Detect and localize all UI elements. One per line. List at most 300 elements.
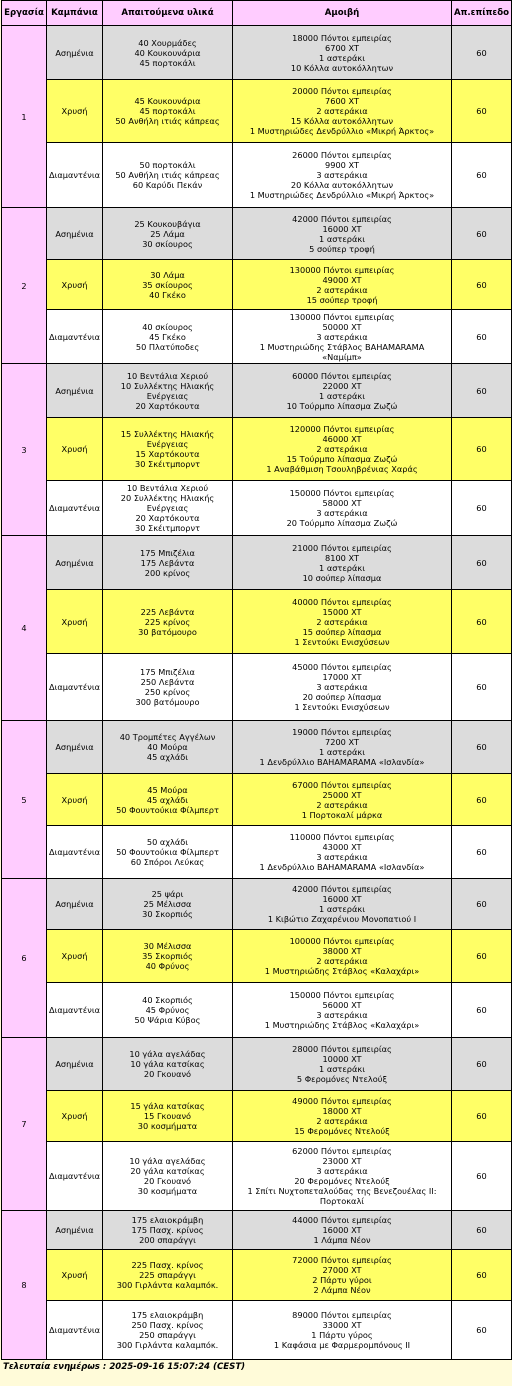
materials-cell [103,1142,233,1211]
text-line: 18000 Πόντοι εμπειρίας [292,32,392,43]
text-line: 27000 XT [322,1265,362,1275]
campaign-cell: Χρυσή [47,1250,103,1301]
materials-cell [103,1250,233,1301]
text-line: 44000 Πόντοι εμπειρίας [292,1215,392,1225]
reward-cell [233,26,452,80]
text-line: 225 κρίνος [144,616,191,627]
text-line: 50 Ανθήλη ιτιάς κάπρεας [115,116,220,126]
text-line: 25 Μέλισσα [143,899,192,909]
text-line: 60 Σπόροι Λεύκας [130,857,205,867]
last-updated: Τελευταία ενημέρωs : 2025-09-16 15:07:24 (CEST) [3,1362,246,1372]
text-line: 16000 XT [322,894,362,904]
text-line: 10 Βεντάλια Χεριού [126,483,209,493]
level-cell: 60 [452,1211,512,1250]
campaign-cell: Διαμαντένια [47,654,103,721]
text-line: 20 Γκουανό [143,1069,192,1079]
reward-cell [233,80,452,143]
text-line: 2 αστεράκια [316,1116,368,1126]
text-line: 35 Σκορπιός [142,951,193,961]
header-task: Εργασία [2,1,47,26]
text-line: 43000 XT [322,842,362,852]
text-line: 7600 XT [325,96,359,106]
text-line: 18000 XT [322,1106,362,1116]
text-line: 175 Μπιζέλια [140,667,195,677]
level-cell: 60 [452,418,512,481]
text-line: 100000 Πόντοι εμπειρίας [289,936,395,946]
text-line: 16000 XT [322,223,362,234]
text-line: 10 Συλλέκτης Ηλιακής [120,380,215,391]
table-row [2,418,512,481]
text-line: 23000 XT [322,1156,362,1166]
text-line: 1 Δενδρύλλιο BAHAMARAMA «Ισλανδία» [259,862,425,872]
text-line: 1 Δενδρύλλιο BAHAMARAMA «Ισλανδία» [259,757,425,767]
text-line: 2 Πάρτυ γύροι [312,1275,372,1285]
text-line: 1 Πάρτυ γύρος [311,1330,373,1340]
text-line: 56000 XT [322,1000,362,1010]
text-line: 1 Σεντούκι Ενισχύσεων [294,702,390,712]
table-row [2,983,512,1038]
table-row [2,826,512,879]
campaign-cell: Διαμαντένια [47,481,103,536]
table-row [2,721,512,774]
text-line: 46000 XT [322,434,362,444]
text-line: 45 Γκέκο [149,331,186,342]
text-line: 40 Γκέκο [149,289,186,300]
text-line: 150000 Πόντοι εμπειρίας [289,488,395,498]
text-line: 20 Φερομόνες Ντελούξ [294,1176,390,1186]
reward-cell [233,208,452,260]
level-cell: 60 [452,80,512,143]
text-line: 40 Τρομπέτες Αγγέλων [119,732,216,742]
text-line: 89000 Πόντοι εμπειρίας [292,1310,392,1320]
level-cell: 60 [452,208,512,260]
materials-cell [103,418,233,481]
campaign-cell: Χρυσή [47,930,103,983]
materials-cell [103,80,233,143]
level-cell: 60 [452,930,512,983]
level-cell: 60 [452,1301,512,1360]
text-line: 22000 XT [322,380,362,391]
campaign-cell: Ασημένια [47,536,103,590]
text-line: 17000 XT [322,672,362,682]
text-line: 225 Πασχ. κρίνος [131,1260,204,1270]
text-line: 16000 XT [322,1225,362,1235]
text-line: 1 αστεράκι [319,904,365,914]
text-line: 25 Κουκουβάγια [134,218,201,229]
table-row [2,1091,512,1142]
text-line: 21000 Πόντοι εμπειρίας [292,542,392,553]
level-cell: 60 [452,536,512,590]
text-line: 1 Μυστηριώδες Δενδρύλλιο «Μικρή Άρκτος» [249,126,435,136]
materials-cell [103,879,233,930]
text-line: 20000 Πόντοι εμπειρίας [292,86,392,96]
materials-cell [103,260,233,310]
text-line: 25 Λάμα [150,228,185,239]
text-line: 250 κρίνος [144,687,191,697]
table-row [2,143,512,208]
text-line: 25000 XT [322,789,362,800]
text-line: 2 αστεράκια [316,284,368,295]
level-cell: 60 [452,654,512,721]
text-line: 250 Πασχ. κρίνος [131,1320,204,1330]
reward-cell [233,1301,452,1360]
text-line: 10 Βεντάλια Χεριού [126,370,209,381]
text-line: 1 αστεράκι [319,747,365,757]
text-line: 150000 Πόντοι εμπειρίας [289,990,395,1000]
text-line: 15 Κόλλα αυτοκόλλητων [290,116,394,126]
text-line: 50 Φουντούκια Φίλμπερτ [116,804,219,815]
text-line: 15 Χαρτόκουτα [135,449,200,459]
reward-cell [233,143,452,208]
text-line: 15 Συλλέκτης Ηλιακής [120,429,215,439]
campaign-cell: Ασημένια [47,721,103,774]
text-line: 1 Μυστηριώδης Στάβλος BAHAMARAMA [259,341,425,352]
text-line: 60000 Πόντοι εμπειρίας [292,370,392,381]
text-line: 40000 Πόντοι εμπειρίας [292,596,392,607]
reward-cell [233,879,452,930]
level-cell: 60 [452,364,512,418]
text-line: 33000 XT [322,1320,362,1330]
text-line: 1 Σεντούκι Ενισχύσεων [294,636,390,647]
text-line: 45 Μούρα [147,784,188,795]
level-cell: 60 [452,260,512,310]
campaign-cell: Διαμαντένια [47,143,103,208]
materials-cell [103,26,233,80]
table-row [2,1142,512,1211]
table-row [2,879,512,930]
text-line: 20 Τούρμπο λίπασμα Ζωζώ [286,518,398,528]
materials-cell [103,930,233,983]
level-cell: 60 [452,590,512,654]
text-line: «Ναμίμπ» [322,351,362,362]
text-line: 45 αχλάδι [146,752,189,762]
campaign-cell: Χρυσή [47,418,103,481]
text-line: 1 Πορτοκαλί μάρκα [301,809,383,820]
materials-cell [103,208,233,260]
text-line: 1 Μυστηριώδης Στάβλος «Καλαχάρι» [264,1020,420,1030]
text-line: 300 Γιρλάντα καλαμπόκ. [116,1280,219,1290]
text-line: 1 Λάμπα Νέον [313,1235,371,1245]
text-line: 3 αστεράκια [316,1010,368,1020]
reward-cell [233,1038,452,1091]
text-line: 45 Φρύνος [145,1005,190,1015]
text-line: 45 αχλάδι [146,794,189,805]
text-line: 1 αστεράκι [319,233,365,244]
text-line: 7200 XT [325,737,359,747]
reward-cell [233,1142,452,1211]
reward-cell [233,260,452,310]
task-number: 2 [2,208,47,364]
reward-cell [233,536,452,590]
campaign-cell: Διαμαντένια [47,310,103,364]
campaign-cell: Χρυσή [47,774,103,826]
text-line: 15 σούπερ τροφή [306,294,378,305]
task-number: 1 [2,26,47,208]
text-line: 49000 Πόντοι εμπειρίας [292,1096,392,1106]
task-number: 3 [2,364,47,536]
text-line: 38000 XT [322,946,362,956]
text-line: 40 Χουρμάδες [138,37,197,48]
text-line: 2 αστεράκια [316,106,368,116]
text-line: 40 Φρύνος [145,961,190,971]
reward-cell [233,310,452,364]
text-line: 110000 Πόντοι εμπειρίας [289,832,395,842]
text-line: 250 σπαράγγι [139,1330,196,1340]
text-line: 200 κρίνος [144,567,191,578]
text-line: 3 αστεράκια [316,852,368,862]
text-line: 2 αστεράκια [316,799,368,810]
materials-cell [103,310,233,364]
text-line: 45 Κουκουνάρια [134,96,201,106]
reward-cell [233,1211,452,1250]
text-line: 200 σπαράγγι [139,1235,196,1245]
text-line: 5 σούπερ τροφή [309,243,375,254]
campaign-cell: Διαμαντένια [47,983,103,1038]
level-cell: 60 [452,1250,512,1301]
level-cell: 60 [452,879,512,930]
text-line: 50 Πλατύποδες [135,341,200,352]
text-line: 15 Τούρμπο λίπασμα Ζωζώ [286,454,398,464]
text-line: 10 Τούρμπο λίπασμα Ζωζώ [286,400,398,411]
materials-cell [103,364,233,418]
text-line: 15 σούπερ λίπασμα [302,626,382,637]
table-row [2,590,512,654]
text-line: 30 Λάμα [150,269,185,280]
text-line: 10 γάλα κατσίκας [130,1059,205,1069]
level-cell: 60 [452,774,512,826]
level-cell: 60 [452,310,512,364]
table-row [2,930,512,983]
reward-cell [233,654,452,721]
reward-cell [233,774,452,826]
text-line: 62000 Πόντοι εμπειρίας [292,1146,392,1156]
text-line: 10 Κόλλα αυτοκόλλητων [290,62,394,73]
text-line: 1 Κιβώτιο Ζαχαρένιου Μονοπατιού I [267,914,417,924]
campaign-cell: Χρυσή [47,1091,103,1142]
materials-cell [103,590,233,654]
text-line: 28000 Πόντοι εμπειρίας [292,1044,392,1054]
text-line: 50 αχλάδι [146,837,189,847]
materials-cell [103,1038,233,1091]
text-line: 250 Λεβάντα [140,677,195,687]
materials-cell [103,481,233,536]
campaign-cell: Ασημένια [47,1038,103,1091]
reward-cell [233,364,452,418]
reward-cell [233,930,452,983]
campaign-cell: Χρυσή [47,590,103,654]
materials-cell [103,654,233,721]
task-number: 5 [2,721,47,879]
table-row [2,481,512,536]
text-line: Ενέργειας [146,503,189,513]
materials-cell [103,721,233,774]
text-line: 1 Μυστηριώδης Στάβλος «Καλαχάρι» [264,966,420,976]
text-line: 1 αστεράκι [319,562,365,573]
campaign-cell: Διαμαντένια [47,826,103,879]
text-line: Ενέργειας [146,390,189,401]
task-number: 7 [2,1038,47,1211]
header-level: Απ.επίπεδο [452,1,512,26]
text-line: 10 γάλα αγελάδας [129,1049,206,1059]
text-line: 10000 XT [322,1054,362,1064]
campaign-cell: Ασημένια [47,1211,103,1250]
text-line: 72000 Πόντοι εμπειρίας [292,1255,392,1265]
text-line: Ενέργειας [146,439,189,449]
text-line: 10 σούπερ λίπασμα [302,572,382,583]
campaign-cell: Ασημένια [47,26,103,80]
level-cell: 60 [452,143,512,208]
text-line: 225 Λεβάντα [140,606,195,617]
text-line: 5 Φερομόνες Ντελούξ [296,1074,388,1084]
task-number: 6 [2,879,47,1038]
text-line: 20 Συλλέκτης Ηλιακής [120,493,215,503]
table-row [2,26,512,80]
text-line: 175 ελαιοκράμβη [131,1310,204,1320]
level-cell: 60 [452,26,512,80]
table-row [2,774,512,826]
missions-table [1,0,512,1360]
level-cell: 60 [452,481,512,536]
text-line: 2 Λάμπα Νέον [313,1285,371,1295]
header-row [2,1,512,26]
text-line: 15 Φερομόνες Ντελούξ [294,1126,390,1136]
text-line: 130000 Πόντοι εμπειρίας [289,264,395,275]
text-line: 2 αστεράκια [316,956,368,966]
text-line: 50 Ανθήλη ιτιάς κάπρεας [115,170,220,180]
task-number: 4 [2,536,47,721]
text-line: 30 κοσμήματα [137,1121,198,1131]
table-row [2,80,512,143]
reward-cell [233,721,452,774]
text-line: 25 ψάρι [151,889,184,899]
text-line: 300 Γιρλάντα καλαμπόκ. [116,1340,219,1350]
text-line: 60 Καρύδι Πεκάν [132,180,203,190]
level-cell: 60 [452,1142,512,1211]
text-line: 45 πορτοκάλι [139,57,196,68]
text-line: 45000 Πόντοι εμπειρίας [292,662,392,672]
text-line: 175 ελαιοκράμβη [131,1215,204,1225]
campaign-cell: Χρυσή [47,260,103,310]
text-line: 3 αστεράκια [316,508,368,518]
text-line: 35 σκίουρος [142,279,193,290]
text-line: 30 Μέλισσα [143,941,192,951]
text-line: 9900 XT [325,160,359,170]
table-row [2,208,512,260]
text-line: Πορτοκαλί [319,1196,365,1206]
text-line: 20 Κόλλα αυτοκόλλητων [290,180,394,190]
reward-cell [233,590,452,654]
text-line: 30 Σκέιτμπορντ [135,459,200,469]
text-line: 175 Λεβάντα [140,557,195,568]
text-line: 300 βατόμουρο [135,697,200,707]
table-row [2,1301,512,1360]
text-line: 50 πορτοκάλι [139,160,196,170]
materials-cell [103,1301,233,1360]
table-row [2,1211,512,1250]
text-line: 15 Γκουανό [143,1111,192,1121]
level-cell: 60 [452,826,512,879]
text-line: 50 Ψάρια Κύβος [134,1015,201,1025]
text-line: 175 Μπιζέλια [140,547,195,558]
table-row [2,364,512,418]
text-line: 40 Κουκουνάρια [134,47,201,58]
text-line: 49000 XT [322,274,362,285]
text-line: 1 αστεράκι [319,1064,365,1074]
text-line: 26000 Πόντοι εμπειρίας [292,150,392,160]
text-line: 50000 XT [322,321,362,332]
text-line: 67000 Πόντοι εμπειρίας [292,779,392,790]
reward-cell [233,826,452,879]
campaign-cell: Διαμαντένια [47,1142,103,1211]
text-line: 1 Αναβάθμιση Τσουληβρένιας Χαράς [266,464,418,474]
materials-cell [103,826,233,879]
text-line: 20 γάλα κατσίκας [130,1166,205,1176]
reward-cell [233,1250,452,1301]
table-row [2,260,512,310]
text-line: 130000 Πόντοι εμπειρίας [289,311,395,322]
table-row [2,310,512,364]
text-line: 20 Γκουανό [143,1176,192,1186]
text-line: 1 Μυστηριώδες Δενδρύλλιο «Μικρή Άρκτος» [249,190,435,200]
text-line: 30 βατόμουρο [138,626,197,637]
header-reward: Αμοιβή [233,1,452,26]
text-line: 15000 XT [322,606,362,617]
reward-cell [233,983,452,1038]
campaign-cell: Διαμαντένια [47,1301,103,1360]
text-line: 175 Πασχ. κρίνος [131,1225,204,1235]
table-row [2,1250,512,1301]
campaign-cell: Χρυσή [47,80,103,143]
text-line: 3 αστεράκια [316,331,368,342]
text-line: 15 γάλα κατσίκας [130,1101,205,1111]
header-materials: Απαιτούμενα υλικά [103,1,233,26]
level-cell: 60 [452,1091,512,1142]
text-line: 40 σκίουρος [142,321,193,332]
text-line: 20 Χαρτόκουτα [135,513,200,523]
text-line: 58000 XT [322,498,362,508]
campaign-cell: Ασημένια [47,364,103,418]
materials-cell [103,536,233,590]
materials-cell [103,1211,233,1250]
text-line: 50 Φουντούκια Φίλμπερτ [116,847,219,857]
level-cell: 60 [452,721,512,774]
task-number: 8 [2,1211,47,1360]
text-line: 1 Καφάσια με Φαρμερομπόνους II [273,1340,411,1350]
table-row [2,536,512,590]
text-line: 42000 Πόντοι εμπειρίας [292,213,392,224]
text-line: 30 Σκορπιός [142,909,193,919]
text-line: 1 αστεράκι [319,390,365,401]
reward-cell [233,481,452,536]
level-cell: 60 [452,983,512,1038]
text-line: 2 αστεράκια [316,616,368,627]
materials-cell [103,143,233,208]
text-line: 3 αστεράκια [316,682,368,692]
text-line: 225 σπαράγγι [139,1270,196,1280]
table-row [2,654,512,721]
text-line: 3 αστεράκια [316,170,368,180]
text-line: 1 Σπίτι Νυχτοπεταλούδας της Βενεζουέλας II: [247,1186,437,1196]
campaign-cell: Ασημένια [47,879,103,930]
text-line: 30 Σκέιτμπορντ [135,523,200,533]
level-cell: 60 [452,1038,512,1091]
text-line: 40 Μούρα [147,742,188,752]
campaign-cell: Ασημένια [47,208,103,260]
text-line: 8100 XT [325,552,359,563]
text-line: 10 γάλα αγελάδας [129,1156,206,1166]
text-line: 2 αστεράκια [316,444,368,454]
text-line: 30 σκίουρος [142,238,193,249]
